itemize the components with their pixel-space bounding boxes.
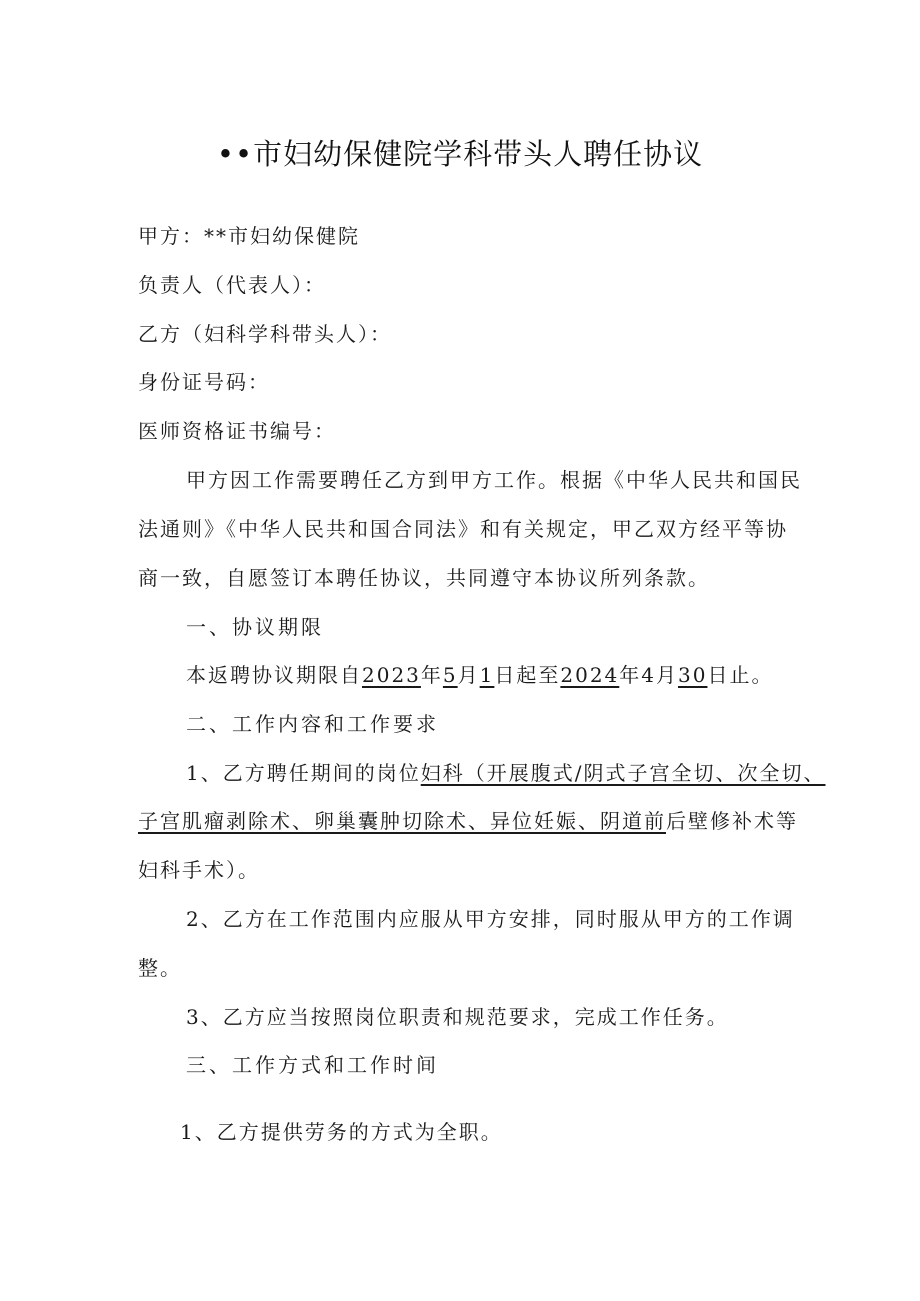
party-b-line: 乙方（妇科学科带头人）： (138, 322, 392, 346)
cert-number-line: 医师资格证书编号： (138, 419, 336, 443)
term-suffix: 日止。 (707, 663, 774, 687)
party-a-line: 甲方：**市妇幼保健院 (138, 224, 360, 248)
s2-item1-prefix: 1、乙方聘任期间的岗位 (186, 761, 421, 785)
term-start-day: 1 (479, 663, 495, 687)
term-month-label: 月 (457, 663, 480, 687)
id-number-line: 身份证号码： (138, 370, 270, 394)
term-year-label: 年 (420, 663, 443, 687)
s2-item1-line2 (138, 807, 798, 835)
document-title: ••市妇幼保健院学科带头人聘任协议 (216, 137, 704, 171)
s2-item2-line1: 2、乙方在工作范围内应服从甲方安排，同时服从甲方的工作调 (186, 907, 795, 931)
term-middle: 日起至 (494, 663, 561, 687)
s2-item3: 3、乙方应当按照岗位职责和规范要求，完成工作任务。 (186, 1005, 729, 1029)
s3-item1: 1、乙方提供劳务的方式为全职。 (180, 1120, 503, 1144)
term-end-day: 30 (678, 663, 708, 687)
s2-item1-line3: 妇科手术）。 (138, 858, 260, 882)
intro-line-2: 法通则》《中华人民共和国合同法》和有关规定，甲乙双方经平等协 (138, 517, 788, 541)
term-month-label-2: 月 (656, 663, 679, 687)
s2-item2-line2: 整。 (138, 956, 182, 980)
s2-item1-line1 (186, 759, 825, 787)
s2-item1-underlined-1: 妇科（开展腹式/阴式子宫全切、次全切、 (420, 761, 826, 785)
term-start-month: 5 (442, 663, 458, 687)
term-prefix: 本返聘协议期限自 (186, 663, 362, 687)
term-year-label-2: 年 (619, 663, 642, 687)
s2-item1-line2-rest: 后壁修补术等 (666, 809, 798, 833)
section2-heading: 二、工作内容和工作要求 (186, 712, 439, 736)
s2-item1-underlined-2: 子宫肌瘤剥除术、卵巢囊肿切除术、异位妊娠、阴道前 (138, 809, 666, 833)
term-line (186, 661, 773, 689)
term-end-year: 2024 (560, 663, 620, 687)
intro-line-3: 商一致，自愿签订本聘任协议，共同遵守本协议所列条款。 (138, 566, 710, 590)
intro-line-1: 甲方因工作需要聘任乙方到甲方工作。根据《中华人民共和国民 (186, 468, 802, 492)
term-end-month: 4 (641, 663, 657, 687)
representative-line: 负责人（代表人）： (138, 273, 326, 297)
section3-heading: 三、工作方式和工作时间 (186, 1053, 439, 1077)
section1-heading: 一、协议期限 (186, 615, 324, 639)
term-start-year: 2023 (362, 663, 421, 687)
